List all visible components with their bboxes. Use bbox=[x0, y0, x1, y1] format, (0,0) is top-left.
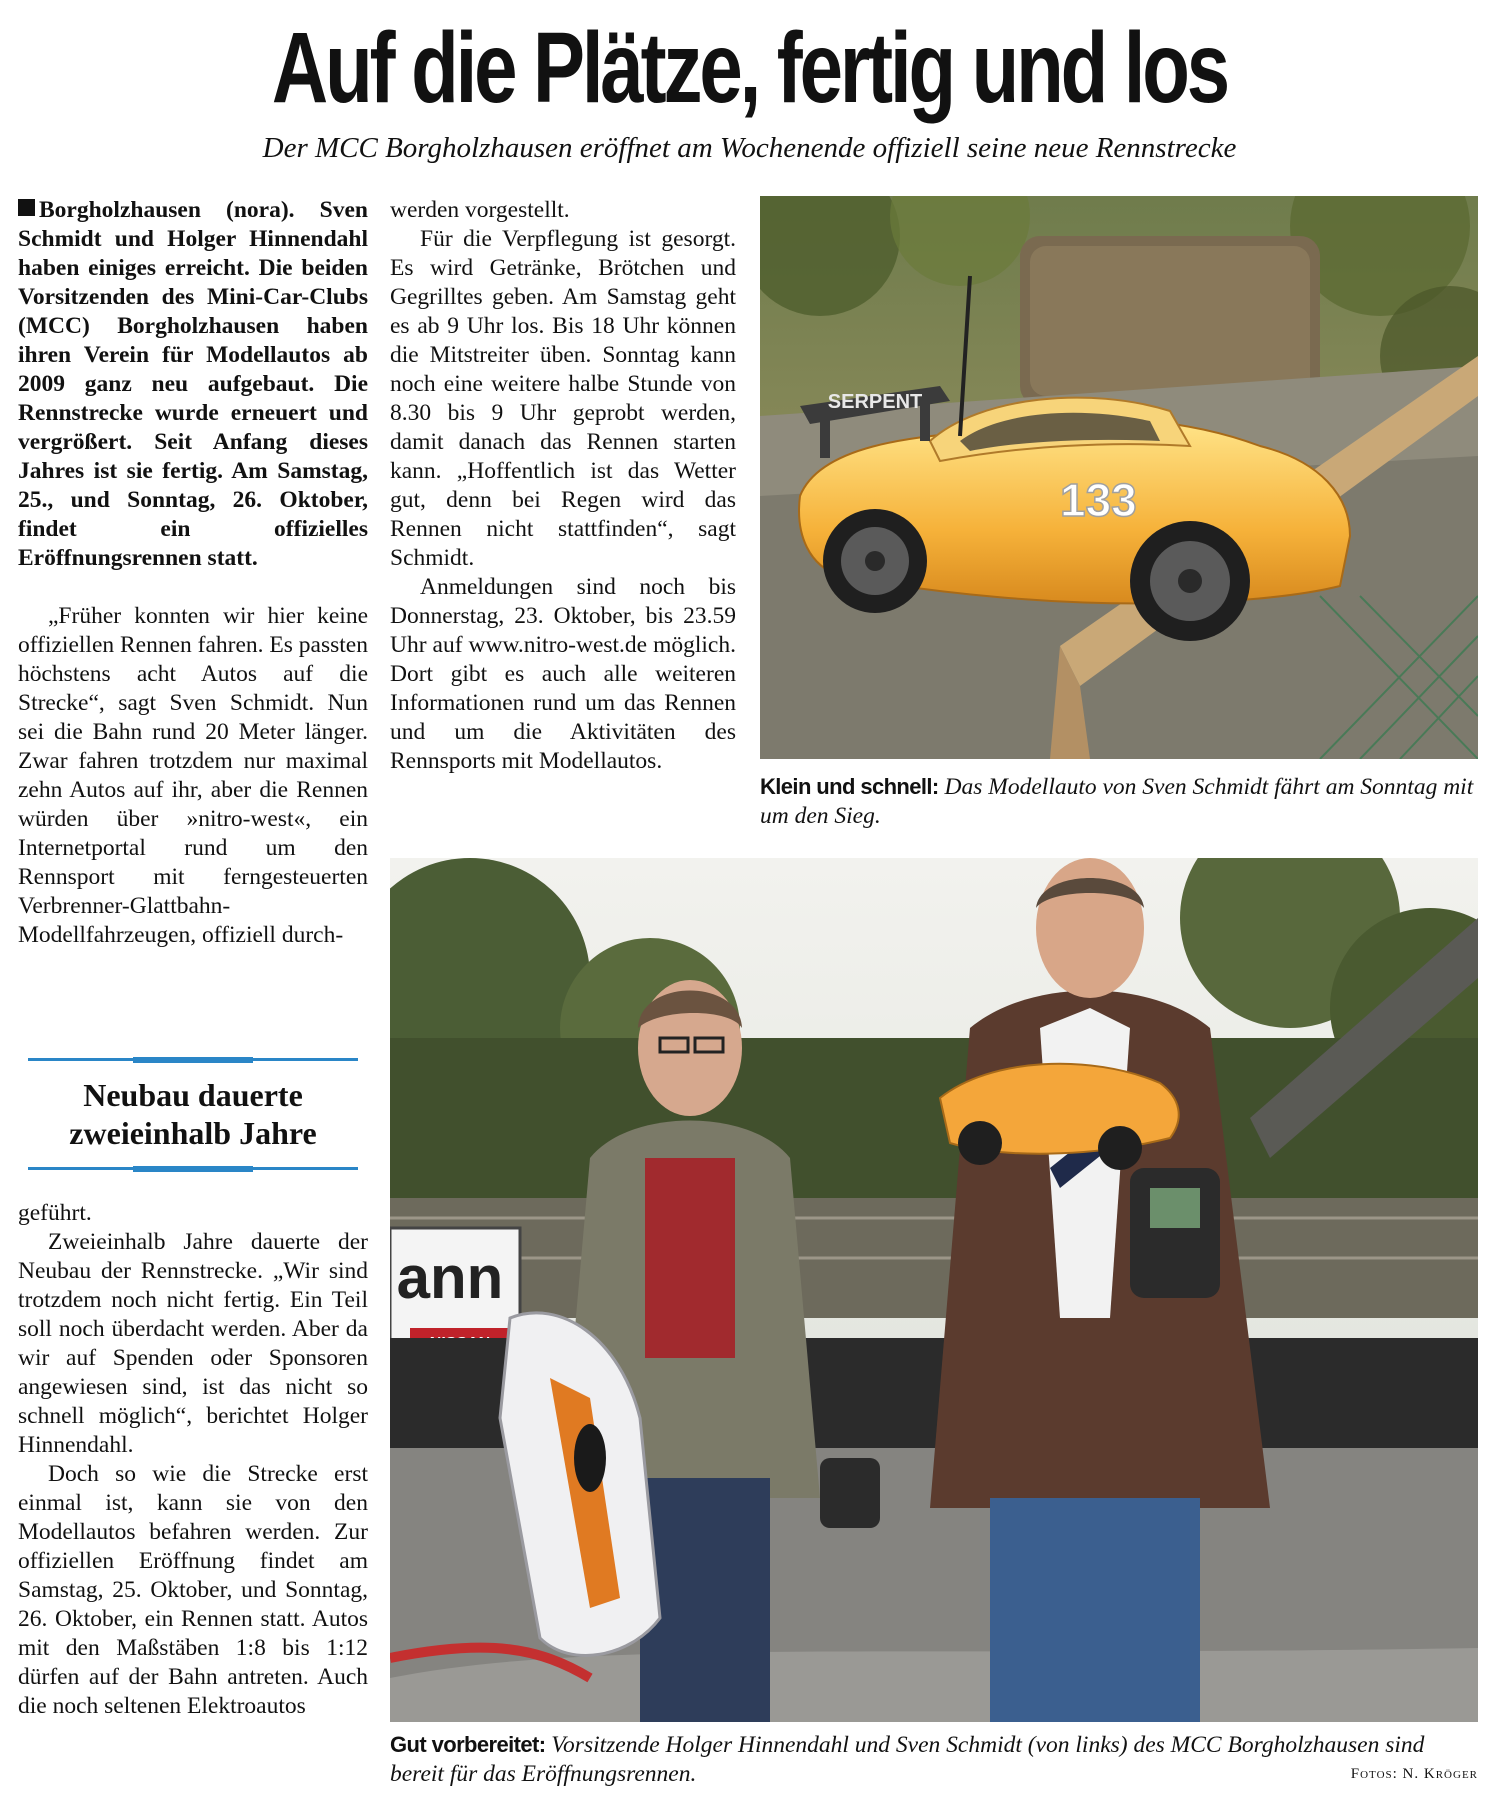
banner-text: ann bbox=[396, 1244, 504, 1311]
subheading: Neubau dauerte zweieinhalb Jahre bbox=[69, 1077, 317, 1151]
headline: Auf die Plätze, fertig und los bbox=[271, 12, 1228, 124]
column-1 bbox=[18, 196, 368, 950]
body-paragraph: Für die Verpflegung ist gesorgt. Es wird Getränke, Brötchen und Gegrilltes geben. Am Samstag geht es ab 9 Uhr los. Bis 18 Uhr können die Mitstreiter üben. Sonntag kann noch eine weitere halbe Stunde von 8.30 bis 9 Uhr geprobt werden, damit danach das Rennen starten kann. „Hoffentlich ist das Wetter gut, denn bei Regen wird das Rennen nicht stattfinden“, sagt Schmidt. bbox=[390, 226, 736, 571]
body-paragraph: Doch so wie die Strecke erst einmal ist, kann sie von den Modellautos befahren werden. Zur offiziellen Eröffnung findet am Samstag, 25. Oktober, und Sonntag, 26. Oktober, ein Rennen statt. Autos mit den Maßstäben 1:8 bis 1:12 dürfen auf der Bahn antreten. Auch die noch seltenen Elektroautos bbox=[18, 1461, 368, 1719]
subheadline: Der MCC Borgholzhausen eröffnet am Wochenende offiziell seine neue Rennstrecke bbox=[262, 132, 1237, 164]
caption-text: Vorsitzende Holger Hinnendahl und Sven Schmidt (von links) des MCC Borgholzhausen sind bereit für das Eröffnungsrennen. bbox=[390, 1732, 1425, 1787]
lead-square-icon bbox=[18, 199, 35, 216]
caption-text: Das Modellauto von Sven Schmidt fährt am Sonntag mit um den Sieg. bbox=[760, 774, 1474, 829]
caption-label: Gut vorbereitet: bbox=[390, 1732, 546, 1757]
body-paragraph: werden vorgestellt. bbox=[390, 197, 570, 223]
caption-label: Klein und schnell: bbox=[760, 774, 939, 799]
column-2 bbox=[390, 196, 736, 776]
caption-model-car bbox=[760, 772, 1478, 831]
photo-model-car bbox=[760, 196, 1478, 759]
column-1-continued bbox=[18, 1199, 368, 1721]
photo-club-chairmen-illustration bbox=[390, 858, 1478, 1722]
photo-model-car-illustration bbox=[760, 196, 1478, 759]
body-paragraph: „Früher konnten wir hier keine offiziellen Rennen fahren. Es passten höchstens acht Autos auf die Strecke“, sagt Sven Schmidt. Nun sei die Bahn rund 20 Meter länger. Zwar fahren trotzdem nur maximal zehn Autos auf ihr, aber die Rennen würden über »nitro-west«, ein Internetportal rund um den Rennsport mit ferngesteuerten Verbrenner-Glattbahn-Modellfahrzeugen, offiziell durch- bbox=[18, 603, 368, 948]
body-paragraph: Zweieinhalb Jahre dauerte der Neubau der Rennstrecke. „Wir sind trotzdem noch nicht fertig. Ein Teil soll noch überdacht werden. Aber da wir auf Spenden oder Sponsoren angewiesen sind, ist das nicht so schnell möglich“, berichtet Holger Hinnendahl. bbox=[18, 1229, 368, 1458]
car-wing-text: SERPENT bbox=[827, 391, 923, 413]
caption-club-chairmen bbox=[390, 1730, 1478, 1789]
body-paragraph: geführt. bbox=[18, 1200, 92, 1226]
divider bbox=[28, 1167, 358, 1170]
divider bbox=[28, 1058, 358, 1061]
body-paragraph: Anmeldungen sind noch bis Donnerstag, 23. Oktober, bis 23.59 Uhr auf www.nitro-west.de möglich. Dort gibt es auch alle weiteren Informationen rund um das Rennen und um die Aktivitäten des Rennsports mit Modellautos. bbox=[390, 574, 736, 774]
car-number: 133 bbox=[1060, 474, 1137, 526]
photo-club-chairmen bbox=[390, 858, 1478, 1722]
subheading-box bbox=[28, 1058, 358, 1170]
lead-paragraph bbox=[18, 196, 368, 573]
photo-credit: Fotos: N. Kröger bbox=[1350, 1766, 1478, 1782]
lead-text: Borgholzhausen (nora). Sven Schmidt und Holger Hinnendahl haben einiges erreicht. Die beiden Vorsitzenden des Mini-Car-Clubs (MCC) Borgholzhausen haben ihren Verein für Modellautos ab 2009 ganz neu aufgebaut. Die Rennstrecke wurde erneuert und vergrößert. Seit Anfang dieses Jahres ist sie fertig. Am Samstag, 25., und Sonntag, 26. Oktober, findet ein offizielles Eröffnungsrennen statt. bbox=[18, 197, 368, 571]
